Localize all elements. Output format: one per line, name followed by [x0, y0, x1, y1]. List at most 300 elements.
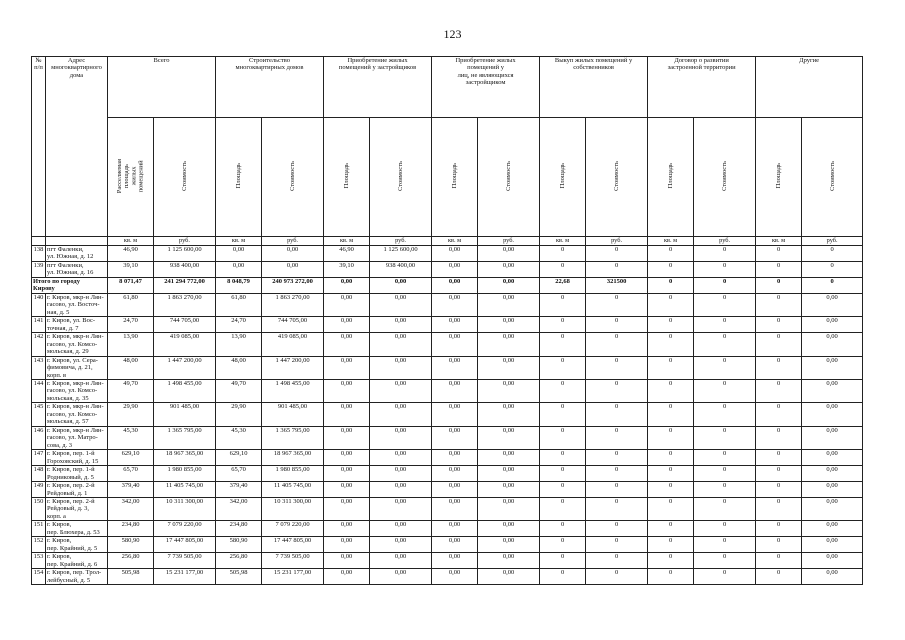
cell-value: 0,00 [432, 537, 478, 553]
cell-value: 0,00 [802, 569, 863, 585]
cell-value: 0,00 [324, 498, 370, 521]
cell-value: 0,00 [370, 553, 432, 569]
cell-value: 0,00 [324, 537, 370, 553]
row-number: 139 [32, 261, 46, 277]
unit-label: руб. [154, 237, 216, 246]
cell-value: 0 [756, 482, 802, 498]
cell-value: 65,70 [108, 466, 154, 482]
cell-value: 256,80 [216, 553, 262, 569]
unit-label: руб. [586, 237, 648, 246]
cell-value: 0,00 [802, 293, 863, 316]
cell-value: 321500 [586, 277, 648, 293]
cell-value: 0,00 [432, 317, 478, 333]
cell-value: 0,00 [802, 521, 863, 537]
cell-value: 0,00 [370, 293, 432, 316]
cell-value: 0,00 [432, 498, 478, 521]
row-number: 140 [32, 293, 46, 316]
header-sub-cost-text: Стоимость [828, 160, 836, 191]
cell-value: 48,00 [108, 356, 154, 379]
header-sub-cost-text: Стоимость [721, 160, 729, 191]
cell-value: 0,00 [324, 521, 370, 537]
cell-value: 0,00 [432, 403, 478, 426]
cell-value: 0 [540, 356, 586, 379]
cell-value: 0,00 [478, 553, 540, 569]
cell-value: 7 079 220,00 [262, 521, 324, 537]
cell-value: 0,00 [802, 537, 863, 553]
header-group: Выкуп жилых помещений у собственников [540, 57, 648, 118]
row-number: 154 [32, 569, 46, 585]
unit-label: кв. м [216, 237, 262, 246]
cell-value: 7 739 505,00 [262, 553, 324, 569]
cell-value: 8 071,47 [108, 277, 154, 293]
cell-value: 0 [586, 246, 648, 262]
cell-value: 0,00 [370, 498, 432, 521]
cell-value: 0,00 [324, 403, 370, 426]
cell-value: 256,80 [108, 553, 154, 569]
cell-value: 0 [694, 482, 756, 498]
row-address: пгт Фаленки, ул. Южная, д. 16 [46, 261, 108, 277]
cell-value: 0,00 [432, 356, 478, 379]
row-address: г. Киров, ул. Сера- фимовича, д. 21, корп. в [46, 356, 108, 379]
header-sub-area [216, 118, 262, 237]
cell-value: 0,00 [370, 277, 432, 293]
header-sub-area-text: Площадь [667, 163, 674, 189]
cell-value: 0 [756, 466, 802, 482]
header-address: Адрес многоквартирного дома [46, 57, 108, 237]
row-number: 138 [32, 246, 46, 262]
unit-label: руб. [694, 237, 756, 246]
cell-value: 0 [694, 356, 756, 379]
cell-value: 240 973 272,00 [262, 277, 324, 293]
row-address: г. Киров, пер. 2-й Рейдовый, д. 3, корп. а [46, 498, 108, 521]
cell-value: 0 [802, 246, 863, 262]
cell-value: 0 [586, 333, 648, 356]
cell-value: 0 [586, 521, 648, 537]
cell-value: 0 [648, 537, 694, 553]
header-sub-area [648, 118, 694, 237]
cell-value: 0 [648, 333, 694, 356]
row-number: 149 [32, 482, 46, 498]
cell-value: 0 [802, 277, 863, 293]
cell-value: 0 [540, 333, 586, 356]
cell-value: 379,40 [108, 482, 154, 498]
cell-value: 1 365 795,00 [262, 426, 324, 449]
row-number: 144 [32, 379, 46, 402]
unit-label: руб. [802, 237, 863, 246]
cell-value: 17 447 805,00 [154, 537, 216, 553]
cell-value: 0 [756, 261, 802, 277]
table-row [32, 450, 863, 466]
row-address: г. Киров, мкр-н Лян- гасово, ул. Комсо- мольская, д. 57 [46, 403, 108, 426]
table-row [32, 379, 863, 402]
cell-value: 0,00 [324, 277, 370, 293]
cell-value: 10 311 300,00 [154, 498, 216, 521]
row-number: 153 [32, 553, 46, 569]
table-row [32, 466, 863, 482]
cell-value: 18 967 365,00 [154, 450, 216, 466]
cell-value: 49,70 [216, 379, 262, 402]
cell-value: 0,00 [324, 482, 370, 498]
header-sub-area-text: Площадь [342, 163, 350, 189]
table-row [32, 356, 863, 379]
row-number: 142 [32, 333, 46, 356]
cell-value: 234,80 [108, 521, 154, 537]
cell-value: 0 [756, 569, 802, 585]
cell-value: 18 967 365,00 [262, 450, 324, 466]
header-sub-cost [694, 118, 756, 237]
cell-value: 0,00 [478, 426, 540, 449]
cell-value: 0,00 [432, 553, 478, 569]
cell-value: 0,00 [478, 277, 540, 293]
cell-value: 234,80 [216, 521, 262, 537]
cell-value: 1 863 270,00 [154, 293, 216, 316]
cell-value: 0,00 [324, 379, 370, 402]
cell-value: 0 [694, 498, 756, 521]
cell-value: 0 [756, 426, 802, 449]
header-sub-cost-text: Стоимость [613, 160, 620, 191]
cell-value: 0 [648, 450, 694, 466]
cell-value: 419 085,00 [154, 333, 216, 356]
cell-value: 0 [540, 426, 586, 449]
cell-value: 0 [648, 261, 694, 277]
cell-value: 0 [540, 246, 586, 262]
cell-value: 61,80 [216, 293, 262, 316]
header-sub-area [108, 118, 154, 237]
row-address: г. Киров, пер. Крайний, д. 5 [46, 537, 108, 553]
header-sub-area-text: Площадь [775, 163, 783, 189]
header-group: Приобретение жилых помещений у застройщиков [324, 57, 432, 118]
cell-value: 0 [694, 569, 756, 585]
cell-value: 0,00 [432, 466, 478, 482]
cell-value: 15 231 177,00 [262, 569, 324, 585]
row-address: г. Киров, мкр-н Лян- гасово, ул. Комсо- мольская, д. 35 [46, 379, 108, 402]
unit-label: руб. [478, 237, 540, 246]
cell-value: 0,00 [478, 261, 540, 277]
table-row [32, 426, 863, 449]
total-row [32, 277, 863, 293]
cell-value: 379,40 [216, 482, 262, 498]
cell-value: 0 [648, 498, 694, 521]
cell-value: 0,00 [432, 450, 478, 466]
cell-value: 7 739 505,00 [154, 553, 216, 569]
table-row [32, 498, 863, 521]
cell-value: 46,90 [324, 246, 370, 262]
cell-value: 1 447 200,00 [154, 356, 216, 379]
cell-value: 29,90 [216, 403, 262, 426]
row-number: 150 [32, 498, 46, 521]
cell-value: 0,00 [802, 356, 863, 379]
row-address: г. Киров, мкр-н Лян- гасово, ул. Матро- сова, д. 3 [46, 426, 108, 449]
cell-value: 13,90 [108, 333, 154, 356]
header-sub-area-text: Расселяемая площадь жилых помещений [116, 158, 145, 193]
row-number: 146 [32, 426, 46, 449]
cell-value: 0,00 [216, 261, 262, 277]
row-number: 152 [32, 537, 46, 553]
cell-value: 1 980 855,00 [154, 466, 216, 482]
row-number: 148 [32, 466, 46, 482]
cell-value: 0 [648, 317, 694, 333]
cell-value: 0,00 [262, 261, 324, 277]
header-sub-cost-text: Стоимость [180, 160, 188, 191]
header-sub-cost [262, 118, 324, 237]
cell-value: 0 [586, 403, 648, 426]
cell-value: 0,00 [432, 246, 478, 262]
cell-value: 0 [540, 379, 586, 402]
cell-value: 0 [756, 521, 802, 537]
cell-value: 744 705,00 [262, 317, 324, 333]
cell-value: 0 [586, 553, 648, 569]
cell-value: 0 [540, 403, 586, 426]
row-address: г. Киров, пер. 1-й Родниковый, д. 5 [46, 466, 108, 482]
header-group: Строительство многоквартирных домов [216, 57, 324, 118]
header-sub-cost [802, 118, 863, 237]
cell-value: 0,00 [478, 466, 540, 482]
cell-value: 0,00 [324, 553, 370, 569]
cell-value: 0 [756, 333, 802, 356]
total-label: Итого по городу Кирову [32, 277, 108, 293]
table-row [32, 293, 863, 316]
cell-value: 0,00 [478, 482, 540, 498]
cell-value: 0,00 [324, 450, 370, 466]
cell-value: 0,00 [478, 537, 540, 553]
cell-value: 0,00 [802, 333, 863, 356]
cell-value: 0 [694, 317, 756, 333]
cell-value: 24,70 [108, 317, 154, 333]
cell-value: 0,00 [370, 356, 432, 379]
cell-value: 0,00 [370, 521, 432, 537]
header-sub-area [756, 118, 802, 237]
cell-value: 0,00 [370, 466, 432, 482]
cell-value: 0 [648, 403, 694, 426]
cell-value: 0,00 [478, 379, 540, 402]
cell-value: 0 [586, 426, 648, 449]
cell-value: 0,00 [802, 482, 863, 498]
cell-value: 1 498 455,00 [262, 379, 324, 402]
row-address: г. Киров, ул. Вос- точная, д. 7 [46, 317, 108, 333]
row-number: 147 [32, 450, 46, 466]
unit-label: руб. [370, 237, 432, 246]
cell-value: 1 863 270,00 [262, 293, 324, 316]
cell-value: 0,00 [370, 333, 432, 356]
cell-value: 0 [586, 293, 648, 316]
cell-value: 8 048,79 [216, 277, 262, 293]
cell-value: 0,00 [478, 498, 540, 521]
cell-value: 49,70 [108, 379, 154, 402]
cell-value: 0 [540, 261, 586, 277]
cell-value: 0 [648, 466, 694, 482]
table-row [32, 537, 863, 553]
row-number: 151 [32, 521, 46, 537]
cell-value: 0 [540, 317, 586, 333]
cell-value: 0,00 [370, 426, 432, 449]
row-address: г. Киров, пер. Крайний, д. 6 [46, 553, 108, 569]
table-row [32, 403, 863, 426]
header-group: Договор о развитии застроенной территории [648, 57, 756, 118]
cell-value: 0,00 [324, 356, 370, 379]
cell-value: 1 447 200,00 [262, 356, 324, 379]
cell-value: 11 405 745,00 [262, 482, 324, 498]
cell-value: 580,90 [108, 537, 154, 553]
unit-label: кв. м [648, 237, 694, 246]
cell-value: 0,00 [432, 261, 478, 277]
cell-value: 0 [756, 553, 802, 569]
row-address: г. Киров, пер. 2-й Рейдовый, д. 1 [46, 482, 108, 498]
cell-value: 0,00 [478, 246, 540, 262]
header-group: Другие [756, 57, 863, 118]
cell-value: 0,00 [802, 403, 863, 426]
cell-value: 0 [694, 246, 756, 262]
header-sub-area-text: Площадь [450, 163, 458, 189]
cell-value: 0 [540, 553, 586, 569]
unit-label: кв. м [432, 237, 478, 246]
cell-value: 65,70 [216, 466, 262, 482]
cell-value: 61,80 [108, 293, 154, 316]
cell-value: 0 [540, 498, 586, 521]
cell-value: 0 [648, 356, 694, 379]
header-number: № п/п [32, 57, 46, 237]
cell-value: 39,10 [108, 261, 154, 277]
cell-value: 0,00 [802, 426, 863, 449]
header-group: Приобретение жилых помещений у лиц, не являющихся застройщиком [432, 57, 540, 118]
cell-value: 0,00 [802, 466, 863, 482]
cell-value: 0 [586, 379, 648, 402]
table-row [32, 246, 863, 262]
cell-value: 0 [694, 403, 756, 426]
cell-value: 0,00 [370, 537, 432, 553]
header-sub-cost-text: Стоимость [504, 160, 512, 191]
cell-value: 0,00 [216, 246, 262, 262]
cell-value: 48,00 [216, 356, 262, 379]
cell-value: 0 [648, 246, 694, 262]
cell-value: 0,00 [432, 293, 478, 316]
cell-value: 938 400,00 [370, 261, 432, 277]
cell-value: 744 705,00 [154, 317, 216, 333]
cell-value: 39,10 [324, 261, 370, 277]
units-blank [46, 237, 108, 246]
cell-value: 0,00 [370, 450, 432, 466]
cell-value: 0,00 [802, 498, 863, 521]
page-number: 123 [443, 27, 462, 41]
cell-value: 45,30 [216, 426, 262, 449]
cell-value: 22,68 [540, 277, 586, 293]
cell-value: 0 [540, 521, 586, 537]
cell-value: 0,00 [370, 403, 432, 426]
cell-value: 0,00 [432, 277, 478, 293]
cell-value: 0 [756, 403, 802, 426]
cell-value: 0,00 [432, 521, 478, 537]
cell-value: 0 [802, 261, 863, 277]
header-sub-area [540, 118, 586, 237]
cell-value: 0 [648, 277, 694, 293]
cell-value: 0,00 [478, 569, 540, 585]
cell-value: 0 [586, 466, 648, 482]
row-address: г. Киров, мкр-н Лян- гасово, ул. Комсо- мольская, д. 29 [46, 333, 108, 356]
cell-value: 46,90 [108, 246, 154, 262]
cell-value: 0 [756, 537, 802, 553]
cell-value: 0 [694, 537, 756, 553]
cell-value: 10 311 300,00 [262, 498, 324, 521]
cell-value: 0 [586, 356, 648, 379]
cell-value: 0 [540, 450, 586, 466]
cell-value: 0 [648, 553, 694, 569]
cell-value: 1 498 455,00 [154, 379, 216, 402]
cell-value: 0 [694, 261, 756, 277]
cell-value: 0,00 [478, 317, 540, 333]
cell-value: 0 [586, 537, 648, 553]
cell-value: 0 [540, 482, 586, 498]
cell-value: 901 485,00 [262, 403, 324, 426]
header-sub-area [324, 118, 370, 237]
cell-value: 0,00 [370, 482, 432, 498]
cell-value: 0 [756, 246, 802, 262]
cell-value: 0,00 [432, 426, 478, 449]
row-address: г. Киров, пер. Блюхера, д. 53 [46, 521, 108, 537]
cell-value: 0 [694, 379, 756, 402]
cell-value: 241 294 772,00 [154, 277, 216, 293]
unit-label: кв. м [108, 237, 154, 246]
cell-value: 0 [540, 569, 586, 585]
cell-value: 0,00 [802, 553, 863, 569]
cell-value: 0,00 [802, 317, 863, 333]
cell-value: 0 [648, 521, 694, 537]
cell-value: 0 [694, 450, 756, 466]
unit-label: кв. м [540, 237, 586, 246]
cell-value: 0 [648, 482, 694, 498]
table-row [32, 553, 863, 569]
table-row [32, 317, 863, 333]
unit-label: руб. [262, 237, 324, 246]
table-row [32, 482, 863, 498]
cell-value: 45,30 [108, 426, 154, 449]
row-address: г. Киров, пер. Трол- лейбусный, д. 5 [46, 569, 108, 585]
cell-value: 505,98 [108, 569, 154, 585]
cell-value: 1 365 795,00 [154, 426, 216, 449]
header-sub-cost [154, 118, 216, 237]
cell-value: 0 [756, 379, 802, 402]
cell-value: 580,90 [216, 537, 262, 553]
cell-value: 0 [756, 498, 802, 521]
header-sub-cost-text: Стоимость [288, 160, 296, 191]
header-sub-area-text: Площадь [234, 163, 242, 189]
cell-value: 0,00 [478, 293, 540, 316]
cell-value: 0 [586, 498, 648, 521]
header-sub-area [432, 118, 478, 237]
cell-value: 0 [648, 293, 694, 316]
cell-value: 24,70 [216, 317, 262, 333]
cell-value: 0 [694, 277, 756, 293]
cell-value: 0 [756, 293, 802, 316]
cell-value: 0 [586, 569, 648, 585]
table-row [32, 261, 863, 277]
cell-value: 0 [694, 553, 756, 569]
header-sub-cost [370, 118, 432, 237]
header-sub-cost [586, 118, 648, 237]
table-row [32, 521, 863, 537]
cell-value: 0,00 [802, 379, 863, 402]
table-body [32, 246, 863, 585]
row-address: г. Киров, пер. 1-й Гороховский, д. 15 [46, 450, 108, 466]
cell-value: 342,00 [108, 498, 154, 521]
cell-value: 0,00 [262, 246, 324, 262]
cell-value: 0 [694, 333, 756, 356]
header-sub-area-text: Площадь [558, 163, 566, 189]
cell-value: 0,00 [802, 450, 863, 466]
cell-value: 15 231 177,00 [154, 569, 216, 585]
cell-value: 0 [648, 426, 694, 449]
cell-value: 0,00 [478, 521, 540, 537]
cell-value: 0 [540, 293, 586, 316]
cell-value: 0,00 [432, 482, 478, 498]
